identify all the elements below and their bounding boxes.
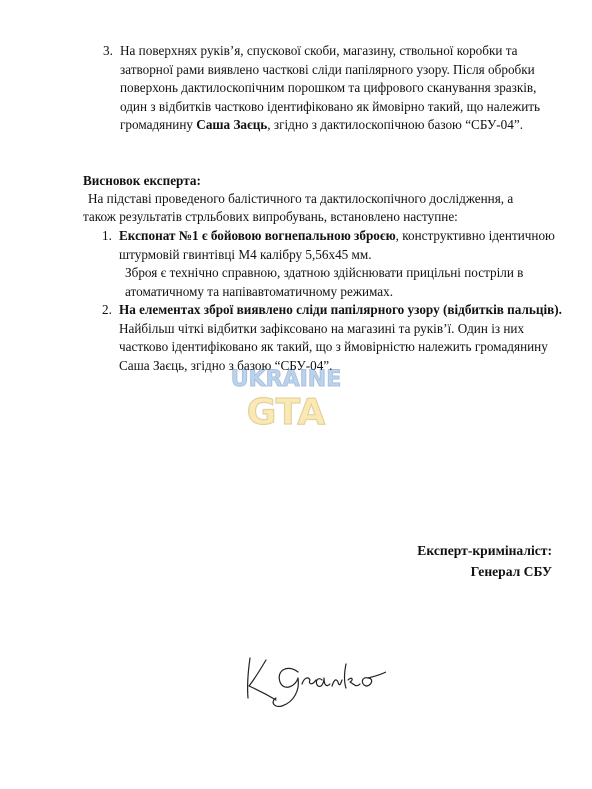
list-number: 2. bbox=[102, 302, 112, 317]
conclusion-item-bold: На елементах зброї виявлено сліди папілярного узору (відбитків пальців). bbox=[119, 302, 562, 317]
conclusion-item-1: 1. Експонат №1 є бойовою вогнепальною зброєю, конструктивно ідентичною штурмовій гвинтівці М4 калібру 5,56х45 мм. Зброя є технічно справною, здатною здійснювати прицільні постріли в атоматичному та напівавтоматичному режимах. bbox=[102, 228, 555, 299]
suspect-name: Саша Заєць bbox=[196, 117, 268, 133]
svg-text:GTA: GTA bbox=[246, 392, 326, 433]
list-number: 1. bbox=[102, 228, 112, 243]
finding-text: На поверхнях руків’я, спускової скоби, магазину, ствольної коробки та затворної рами виявлено часткові сліди папілярного узору. Після обробки поверхонь дактилоскопічним порошком та цифрового сканування зразків, один з відбитків частково ідентифіковано як ймовірно такий, що належить громадянину Саша Заєць, згідно з дактилоскопічною базою “СБУ-04”. bbox=[120, 43, 541, 133]
list-number: 3. bbox=[103, 43, 113, 58]
finding-item-3 bbox=[91, 42, 561, 135]
handwritten-signature bbox=[236, 650, 386, 710]
svg-text:UKRAINE: UKRAINE bbox=[230, 367, 342, 392]
conclusion-item-2: 2. На елементах зброї виявлено сліди папілярного узору (відбитків пальців). Найбільш чіткі відбитки зафіксовано на магазині та руків’ї. Один із них частково ідентифіковано як такий, що з ймовірністю належить громадянину Саша Заєць, згідно з базою “СБУ-04”. bbox=[102, 302, 562, 373]
signoff-rank: Генерал СБУ bbox=[470, 564, 552, 579]
ukraine-gta-logo-icon bbox=[226, 350, 346, 440]
conclusion-intro: На підставі проведеного балістичного та дактилоскопічного дослідження, а також результатів стрльбових випробувань, встановлено наступне: bbox=[83, 191, 514, 225]
signoff-role: Експерт-криміналіст: bbox=[417, 543, 552, 558]
signoff-block bbox=[417, 540, 552, 582]
conclusion-item-bold: Експонат №1 є бойовою вогнепальною зброєю bbox=[119, 228, 396, 243]
conclusion-title: Висновок експерта: bbox=[83, 173, 201, 188]
